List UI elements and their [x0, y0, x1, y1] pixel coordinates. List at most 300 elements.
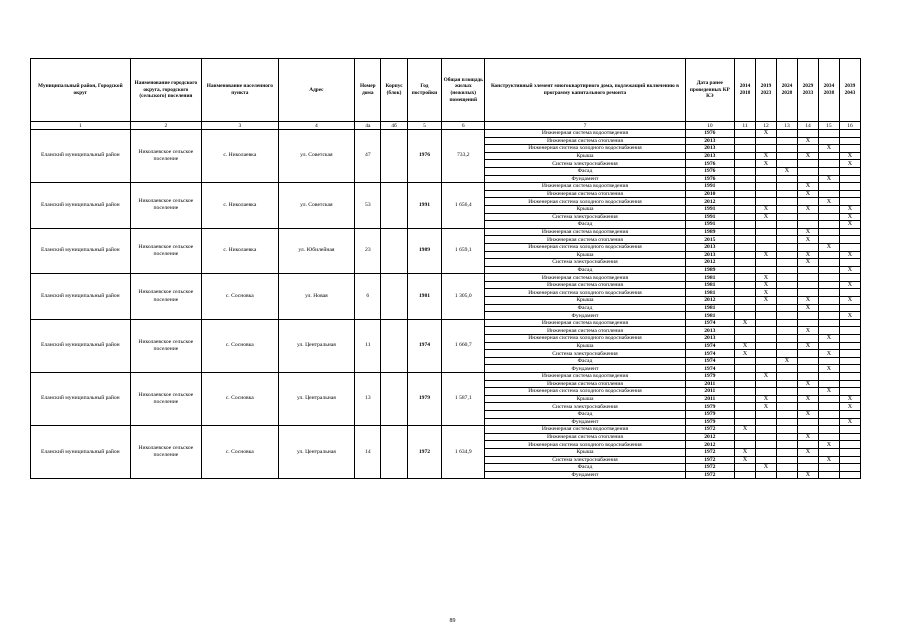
- period-mark-cell: [735, 373, 756, 381]
- period-mark-cell: [797, 221, 818, 229]
- period-mark-cell: [776, 342, 797, 350]
- period-mark-cell: [776, 145, 797, 153]
- period-mark-cell: [797, 175, 818, 183]
- year-built-cell: 1974: [407, 319, 442, 372]
- previous-repair-date-cell: 2013: [685, 327, 734, 335]
- period-mark-cell: [797, 441, 818, 449]
- period-mark-cell: [797, 426, 818, 434]
- previous-repair-date-cell: 2013: [685, 145, 734, 153]
- district-cell: Еланский муниципальный район: [31, 319, 131, 372]
- period-mark-cell: [755, 228, 776, 236]
- period-mark-cell: X: [839, 418, 860, 426]
- period-mark-cell: [839, 243, 860, 251]
- period-mark-cell: X: [839, 251, 860, 259]
- column-number: 16: [839, 122, 860, 130]
- element-name-cell: Система электроснабжения: [485, 403, 685, 411]
- period-mark-cell: X: [797, 304, 818, 312]
- period-mark-cell: X: [797, 380, 818, 388]
- column-header: 2039 2043: [839, 59, 860, 122]
- period-mark-cell: [797, 319, 818, 327]
- period-mark-cell: X: [818, 335, 839, 343]
- period-mark-cell: [776, 228, 797, 236]
- house-number-cell: 11: [355, 319, 381, 372]
- period-mark-cell: [735, 380, 756, 388]
- element-name-cell: Фундамент: [485, 418, 685, 426]
- column-number: 5: [407, 122, 442, 130]
- locality-cell: с. Николаевка: [202, 130, 279, 183]
- period-mark-cell: X: [776, 167, 797, 175]
- period-mark-cell: [818, 152, 839, 160]
- period-mark-cell: X: [818, 456, 839, 464]
- period-mark-cell: [776, 388, 797, 396]
- period-mark-cell: [776, 403, 797, 411]
- element-name-cell: Инженерная система отопления: [485, 327, 685, 335]
- period-mark-cell: X: [735, 319, 756, 327]
- element-name-cell: Инженерная система водоотведения: [485, 274, 685, 282]
- period-mark-cell: [776, 251, 797, 259]
- period-mark-cell: [755, 357, 776, 365]
- column-header: Муниципальный район, Городской округ: [31, 59, 131, 122]
- previous-repair-date-cell: 2012: [685, 441, 734, 449]
- period-mark-cell: [776, 410, 797, 418]
- element-name-cell: Крыша: [485, 205, 685, 213]
- column-number: 11: [735, 122, 756, 130]
- area-cell: 1 305,0: [442, 274, 485, 320]
- period-mark-cell: [797, 418, 818, 426]
- period-mark-cell: [776, 213, 797, 221]
- period-mark-cell: [776, 335, 797, 343]
- period-mark-cell: [839, 388, 860, 396]
- period-mark-cell: [755, 426, 776, 434]
- period-mark-cell: [797, 243, 818, 251]
- period-mark-cell: X: [797, 297, 818, 305]
- period-mark-cell: [776, 130, 797, 138]
- house-number-cell: 23: [355, 228, 381, 274]
- period-mark-cell: [735, 190, 756, 198]
- period-mark-cell: X: [735, 342, 756, 350]
- capital-repair-table: [30, 58, 861, 479]
- period-mark-cell: X: [755, 395, 776, 403]
- period-mark-cell: X: [839, 297, 860, 305]
- previous-repair-date-cell: 1979: [685, 403, 734, 411]
- previous-repair-date-cell: 1991: [685, 213, 734, 221]
- column-number: 12: [755, 122, 776, 130]
- element-name-cell: Крыша: [485, 251, 685, 259]
- period-mark-cell: [839, 448, 860, 456]
- previous-repair-date-cell: 2013: [685, 152, 734, 160]
- year-built-cell: 1991: [407, 183, 442, 229]
- period-mark-cell: [839, 426, 860, 434]
- period-mark-cell: [818, 130, 839, 138]
- period-mark-cell: X: [755, 403, 776, 411]
- period-mark-cell: [818, 471, 839, 479]
- locality-cell: с. Сосновка: [202, 319, 279, 372]
- area-cell: 1 660,7: [442, 319, 485, 372]
- period-mark-cell: X: [839, 221, 860, 229]
- period-mark-cell: X: [839, 213, 860, 221]
- column-header: 2034 2038: [818, 59, 839, 122]
- period-mark-cell: [735, 160, 756, 168]
- period-mark-cell: [839, 342, 860, 350]
- period-mark-cell: [735, 433, 756, 441]
- column-header: Корпус (блок): [381, 59, 407, 122]
- element-name-cell: Инженерная система водоотведения: [485, 130, 685, 138]
- period-mark-cell: [735, 304, 756, 312]
- period-mark-cell: [776, 373, 797, 381]
- table-row: [31, 426, 861, 434]
- period-mark-cell: [735, 205, 756, 213]
- period-mark-cell: [818, 213, 839, 221]
- district-cell: Еланский муниципальный район: [31, 228, 131, 274]
- period-mark-cell: X: [797, 236, 818, 244]
- period-mark-cell: [818, 418, 839, 426]
- previous-repair-date-cell: 2011: [685, 388, 734, 396]
- element-name-cell: Инженерная система водоотведения: [485, 426, 685, 434]
- period-mark-cell: X: [839, 152, 860, 160]
- period-mark-cell: [818, 357, 839, 365]
- period-mark-cell: [735, 357, 756, 365]
- column-number: 4б: [381, 122, 407, 130]
- period-mark-cell: [797, 167, 818, 175]
- period-mark-cell: X: [755, 130, 776, 138]
- period-mark-cell: [776, 289, 797, 297]
- period-mark-cell: [839, 259, 860, 267]
- locality-cell: с. Николаевка: [202, 183, 279, 229]
- period-mark-cell: X: [818, 388, 839, 396]
- period-mark-cell: [735, 175, 756, 183]
- period-mark-cell: [797, 350, 818, 358]
- period-mark-cell: [755, 190, 776, 198]
- period-mark-cell: [818, 190, 839, 198]
- previous-repair-date-cell: 1976: [685, 130, 734, 138]
- table-row: [31, 228, 861, 236]
- period-mark-cell: [776, 426, 797, 434]
- period-mark-cell: [818, 464, 839, 472]
- element-name-cell: Фасад: [485, 304, 685, 312]
- element-name-cell: Инженерная система отопления: [485, 190, 685, 198]
- previous-repair-date-cell: 2012: [685, 198, 734, 206]
- previous-repair-date-cell: 1981: [685, 274, 734, 282]
- table-header: [31, 59, 861, 130]
- element-name-cell: Фасад: [485, 167, 685, 175]
- korpus-cell: [381, 373, 407, 426]
- period-mark-cell: [755, 319, 776, 327]
- area-cell: 1 656,4: [442, 183, 485, 229]
- element-name-cell: Инженерная система холодного водоснабжения: [485, 441, 685, 449]
- previous-repair-date-cell: 1991: [685, 221, 734, 229]
- period-mark-cell: [755, 312, 776, 320]
- period-mark-cell: [797, 373, 818, 381]
- period-mark-cell: X: [818, 243, 839, 251]
- previous-repair-date-cell: 2011: [685, 380, 734, 388]
- period-mark-cell: [735, 289, 756, 297]
- period-mark-cell: [776, 274, 797, 282]
- previous-repair-date-cell: 1972: [685, 464, 734, 472]
- period-mark-cell: [818, 266, 839, 274]
- period-mark-cell: [839, 456, 860, 464]
- column-number: 7: [485, 122, 685, 130]
- period-mark-cell: [797, 130, 818, 138]
- period-mark-cell: [755, 350, 776, 358]
- period-mark-cell: [776, 175, 797, 183]
- period-mark-cell: X: [755, 289, 776, 297]
- period-mark-cell: X: [797, 395, 818, 403]
- period-mark-cell: [797, 357, 818, 365]
- period-mark-cell: [776, 418, 797, 426]
- page-number: 89: [449, 618, 456, 624]
- house-number-cell: 13: [355, 373, 381, 426]
- element-name-cell: Крыша: [485, 395, 685, 403]
- period-mark-cell: [776, 236, 797, 244]
- period-mark-cell: [755, 342, 776, 350]
- column-header: 2029 2033: [797, 59, 818, 122]
- period-mark-cell: [839, 365, 860, 373]
- period-mark-cell: [797, 289, 818, 297]
- period-mark-cell: [839, 327, 860, 335]
- previous-repair-date-cell: 1972: [685, 448, 734, 456]
- period-mark-cell: [839, 190, 860, 198]
- district-cell: Еланский муниципальный район: [31, 274, 131, 320]
- period-mark-cell: X: [755, 274, 776, 282]
- period-mark-cell: X: [797, 205, 818, 213]
- period-mark-cell: [818, 259, 839, 267]
- period-mark-cell: X: [818, 365, 839, 373]
- element-name-cell: Система электроснабжения: [485, 160, 685, 168]
- period-mark-cell: X: [776, 357, 797, 365]
- period-mark-cell: [776, 183, 797, 191]
- period-mark-cell: [797, 456, 818, 464]
- period-mark-cell: [797, 335, 818, 343]
- period-mark-cell: [735, 145, 756, 153]
- period-mark-cell: X: [797, 137, 818, 145]
- korpus-cell: [381, 426, 407, 479]
- period-mark-cell: X: [797, 410, 818, 418]
- column-header: 2019 2023: [755, 59, 776, 122]
- period-mark-cell: [839, 319, 860, 327]
- element-name-cell: Фундамент: [485, 175, 685, 183]
- period-mark-cell: [755, 433, 776, 441]
- previous-repair-date-cell: 1972: [685, 456, 734, 464]
- period-mark-cell: [735, 137, 756, 145]
- period-mark-cell: [797, 213, 818, 221]
- element-name-cell: Фасад: [485, 464, 685, 472]
- previous-repair-date-cell: 1972: [685, 471, 734, 479]
- element-name-cell: Крыша: [485, 448, 685, 456]
- street-cell: ул. Юбилейная: [278, 228, 355, 274]
- period-mark-cell: [776, 327, 797, 335]
- previous-repair-date-cell: 1976: [685, 175, 734, 183]
- period-mark-cell: [735, 198, 756, 206]
- period-mark-cell: X: [735, 350, 756, 358]
- district-cell: Еланский муниципальный район: [31, 130, 131, 183]
- period-mark-cell: [818, 380, 839, 388]
- area-cell: 1 587,1: [442, 373, 485, 426]
- period-mark-cell: [735, 259, 756, 267]
- period-mark-cell: [818, 274, 839, 282]
- period-mark-cell: X: [818, 441, 839, 449]
- period-mark-cell: X: [797, 327, 818, 335]
- column-number: 15: [818, 122, 839, 130]
- period-mark-cell: [776, 205, 797, 213]
- street-cell: ул. Центральная: [278, 373, 355, 426]
- element-name-cell: Инженерная система водоотведения: [485, 373, 685, 381]
- period-mark-cell: [735, 464, 756, 472]
- element-name-cell: Фасад: [485, 410, 685, 418]
- period-mark-cell: [735, 297, 756, 305]
- column-header: Год постройки: [407, 59, 442, 122]
- element-name-cell: Фасад: [485, 357, 685, 365]
- period-mark-cell: [839, 350, 860, 358]
- column-header: 2024 2028: [776, 59, 797, 122]
- korpus-cell: [381, 130, 407, 183]
- previous-repair-date-cell: 1989: [685, 266, 734, 274]
- period-mark-cell: [755, 175, 776, 183]
- korpus-cell: [381, 228, 407, 274]
- period-mark-cell: X: [755, 297, 776, 305]
- period-mark-cell: [755, 335, 776, 343]
- period-mark-cell: X: [839, 395, 860, 403]
- column-number: 6: [442, 122, 485, 130]
- period-mark-cell: X: [797, 433, 818, 441]
- previous-repair-date-cell: 1981: [685, 289, 734, 297]
- period-mark-cell: [735, 327, 756, 335]
- period-mark-cell: [818, 251, 839, 259]
- element-name-cell: Крыша: [485, 342, 685, 350]
- previous-repair-date-cell: 2013: [685, 335, 734, 343]
- period-mark-cell: X: [755, 251, 776, 259]
- previous-repair-date-cell: 2011: [685, 395, 734, 403]
- area-cell: 733,2: [442, 130, 485, 183]
- element-name-cell: Фундамент: [485, 365, 685, 373]
- period-mark-cell: X: [755, 160, 776, 168]
- element-name-cell: Фундамент: [485, 471, 685, 479]
- period-mark-cell: X: [797, 448, 818, 456]
- period-mark-cell: [735, 395, 756, 403]
- period-mark-cell: X: [755, 213, 776, 221]
- period-mark-cell: [755, 380, 776, 388]
- element-name-cell: Инженерная система отопления: [485, 137, 685, 145]
- period-mark-cell: [818, 403, 839, 411]
- period-mark-cell: [818, 167, 839, 175]
- period-mark-cell: X: [797, 259, 818, 267]
- period-mark-cell: [839, 471, 860, 479]
- period-mark-cell: [818, 289, 839, 297]
- period-mark-cell: X: [797, 152, 818, 160]
- table-row: [31, 130, 861, 138]
- year-built-cell: 1972: [407, 426, 442, 479]
- previous-repair-date-cell: 1991: [685, 183, 734, 191]
- element-name-cell: Система электроснабжения: [485, 259, 685, 267]
- period-mark-cell: X: [818, 175, 839, 183]
- previous-repair-date-cell: 1981: [685, 281, 734, 289]
- period-mark-cell: [755, 266, 776, 274]
- period-mark-cell: [735, 418, 756, 426]
- period-mark-cell: [797, 365, 818, 373]
- period-mark-cell: [797, 160, 818, 168]
- locality-cell: с. Сосновка: [202, 274, 279, 320]
- element-name-cell: Инженерная система водоотведения: [485, 319, 685, 327]
- column-number: 4: [278, 122, 355, 130]
- period-mark-cell: [755, 388, 776, 396]
- element-name-cell: Инженерная система водоотведения: [485, 183, 685, 191]
- period-mark-cell: [776, 221, 797, 229]
- settlement-cell: Николаевское сельское поселение: [130, 274, 201, 320]
- column-number: 14: [797, 122, 818, 130]
- period-mark-cell: X: [755, 281, 776, 289]
- column-number: 2: [130, 122, 201, 130]
- element-name-cell: Крыша: [485, 297, 685, 305]
- period-mark-cell: [776, 198, 797, 206]
- column-number: 13: [776, 122, 797, 130]
- period-mark-cell: [797, 198, 818, 206]
- column-number-row: [31, 122, 861, 130]
- year-built-cell: 1989: [407, 228, 442, 274]
- period-mark-cell: [755, 441, 776, 449]
- korpus-cell: [381, 319, 407, 372]
- header-row: [31, 59, 861, 122]
- district-cell: Еланский муниципальный район: [31, 426, 131, 479]
- previous-repair-date-cell: 1981: [685, 304, 734, 312]
- period-mark-cell: X: [839, 403, 860, 411]
- locality-cell: с. Николаевка: [202, 228, 279, 274]
- previous-repair-date-cell: 1989: [685, 228, 734, 236]
- column-number: 1: [31, 122, 131, 130]
- period-mark-cell: [818, 228, 839, 236]
- settlement-cell: Николаевское сельское поселение: [130, 228, 201, 274]
- previous-repair-date-cell: 1976: [685, 160, 734, 168]
- period-mark-cell: [755, 221, 776, 229]
- previous-repair-date-cell: 2015: [685, 236, 734, 244]
- period-mark-cell: X: [797, 228, 818, 236]
- period-mark-cell: [839, 357, 860, 365]
- period-mark-cell: X: [839, 266, 860, 274]
- period-mark-cell: [755, 243, 776, 251]
- period-mark-cell: [818, 221, 839, 229]
- year-built-cell: 1981: [407, 274, 442, 320]
- period-mark-cell: X: [839, 205, 860, 213]
- period-mark-cell: [755, 418, 776, 426]
- previous-repair-date-cell: 1974: [685, 365, 734, 373]
- previous-repair-date-cell: 1979: [685, 410, 734, 418]
- period-mark-cell: [839, 167, 860, 175]
- element-name-cell: Инженерная система холодного водоснабжения: [485, 335, 685, 343]
- period-mark-cell: [839, 410, 860, 418]
- element-name-cell: Инженерная система холодного водоснабжения: [485, 243, 685, 251]
- period-mark-cell: [776, 464, 797, 472]
- period-mark-cell: [735, 152, 756, 160]
- column-header: Конструктивный элемент многоквартирного дома, подлежащий включению в программу капитального ремонта: [485, 59, 685, 122]
- period-mark-cell: [818, 312, 839, 320]
- period-mark-cell: [755, 259, 776, 267]
- locality-cell: с. Сосновка: [202, 373, 279, 426]
- settlement-cell: Николаевское сельское поселение: [130, 183, 201, 229]
- period-mark-cell: [735, 266, 756, 274]
- period-mark-cell: [818, 433, 839, 441]
- previous-repair-date-cell: 2013: [685, 137, 734, 145]
- period-mark-cell: [839, 236, 860, 244]
- column-header: Номер дома: [355, 59, 381, 122]
- period-mark-cell: X: [818, 198, 839, 206]
- previous-repair-date-cell: 1981: [685, 312, 734, 320]
- element-name-cell: Инженерная система отопления: [485, 433, 685, 441]
- period-mark-cell: [818, 395, 839, 403]
- house-number-cell: 53: [355, 183, 381, 229]
- element-name-cell: Инженерная система холодного водоснабжения: [485, 388, 685, 396]
- element-name-cell: Инженерная система холодного водоснабжения: [485, 145, 685, 153]
- period-mark-cell: [818, 297, 839, 305]
- table-body: [31, 130, 861, 479]
- year-built-cell: 1976: [407, 130, 442, 183]
